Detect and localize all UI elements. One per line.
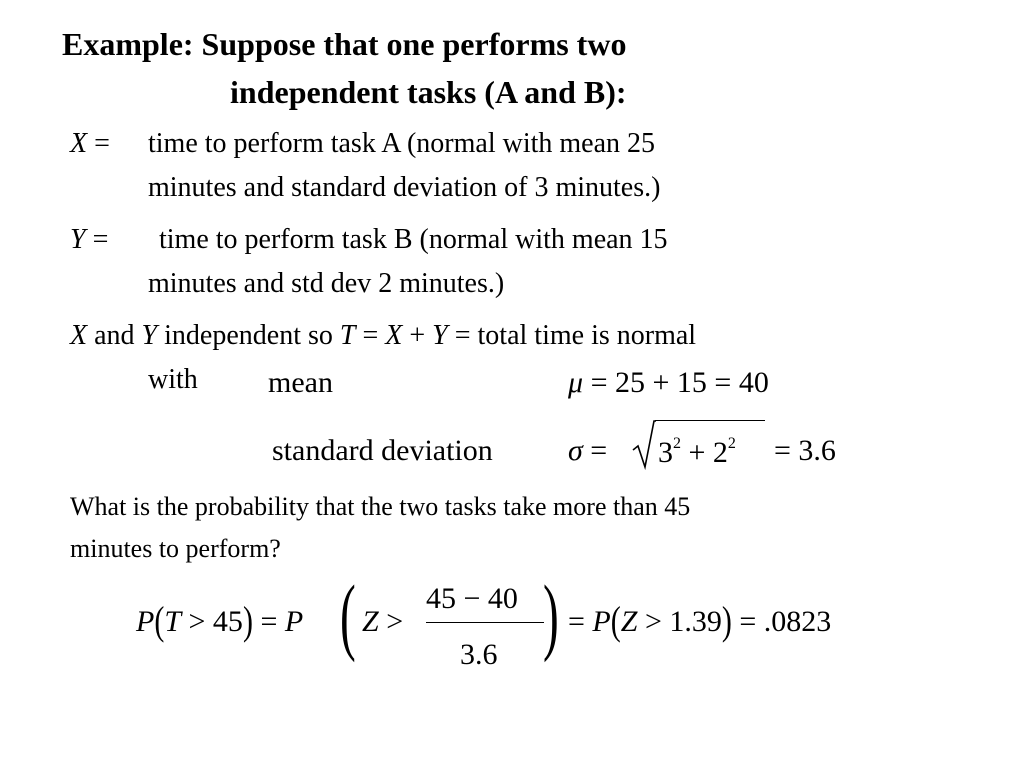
var-x: X — [70, 128, 88, 159]
sd-plus: + — [688, 436, 706, 469]
question-line-2: minutes to perform? — [70, 534, 281, 563]
question-line-1: What is the probability that the two tasks take more than 45 — [70, 492, 691, 521]
big-open-paren: ( — [340, 567, 356, 663]
def-y-line-2: minutes and std dev 2 minutes.) — [148, 268, 505, 299]
indep-plus: + — [409, 320, 426, 351]
indep-eq-2: = — [454, 320, 471, 351]
fraction-denominator: 3.6 — [460, 638, 498, 671]
mean-label: mean — [268, 366, 333, 399]
def-x-label — [70, 130, 110, 158]
indep-eq-1: = — [362, 320, 379, 351]
sd-exp-2: 2 — [727, 435, 736, 452]
var-y: Y — [70, 224, 86, 255]
prob-p-1: P — [136, 605, 155, 638]
prob-gt-3: > 1.39 — [644, 605, 722, 638]
indep-and: and — [94, 320, 135, 351]
prob-open-3: ( — [610, 599, 621, 644]
def-y-label — [70, 226, 108, 254]
indep-with: with — [148, 364, 198, 395]
sd-exp-1: 2 — [673, 435, 681, 452]
indep-text-1: independent so — [164, 320, 333, 351]
big-close-paren: ) — [543, 567, 559, 663]
sd-formula — [568, 436, 607, 466]
prob-z-1: Z — [362, 605, 379, 638]
prob-part-1 — [136, 599, 304, 644]
sd-result: = 3.6 — [774, 434, 836, 467]
prob-z-2: Z — [620, 605, 638, 638]
prob-t: T — [164, 605, 182, 638]
title-line-1: Example: Suppose that one performs two — [62, 26, 627, 62]
prob-p-3: P — [592, 605, 611, 638]
indep-t: T — [339, 320, 356, 351]
indep-x: X — [70, 320, 88, 351]
prob-eq-2: = — [568, 605, 585, 638]
prob-part-3 — [568, 599, 832, 644]
sigma-symbol: σ — [568, 434, 583, 467]
prob-result: = .0823 — [739, 605, 832, 638]
independence-line — [70, 322, 696, 350]
prob-gt-1: > 45 — [188, 605, 243, 638]
prob-eq-1: = — [260, 605, 278, 638]
mu-symbol: μ — [568, 366, 584, 399]
def-x-equals: = — [94, 128, 110, 159]
sd-equals: = — [590, 434, 608, 467]
def-y-equals: = — [92, 224, 109, 255]
mean-expression: = 25 + 15 = 40 — [590, 366, 769, 399]
def-x-line-2: minutes and standard deviation of 3 minutes.) — [148, 172, 661, 203]
sqrt-content — [658, 436, 736, 468]
fraction-numerator: 45 − 40 — [426, 582, 518, 615]
def-y-line-1: time to perform task B (normal with mean 15 — [159, 224, 668, 255]
sqrt-overline — [655, 420, 765, 421]
def-x-line-1: time to perform task A (normal with mean 25 — [148, 128, 656, 159]
prob-close-3: ) — [721, 599, 732, 644]
mean-formula — [568, 368, 769, 398]
prob-open-1: ( — [154, 599, 165, 644]
sqrt-sign — [632, 418, 656, 470]
indep-text-2: total time is normal — [477, 320, 697, 351]
fraction-bar — [426, 622, 544, 623]
indep-y-2: Y — [432, 320, 448, 351]
prob-z-gt — [362, 607, 403, 637]
indep-x-2: X — [385, 320, 403, 351]
sd-label: standard deviation — [272, 434, 493, 467]
sd-term-b: 2 — [712, 436, 728, 469]
indep-y: Y — [141, 320, 158, 351]
prob-p-2: P — [284, 605, 304, 638]
prob-close-1: ) — [242, 599, 253, 644]
title-line-2: independent tasks (A and B): — [230, 74, 627, 110]
sd-term-a: 3 — [658, 436, 673, 469]
prob-gt-2: > — [386, 605, 404, 638]
